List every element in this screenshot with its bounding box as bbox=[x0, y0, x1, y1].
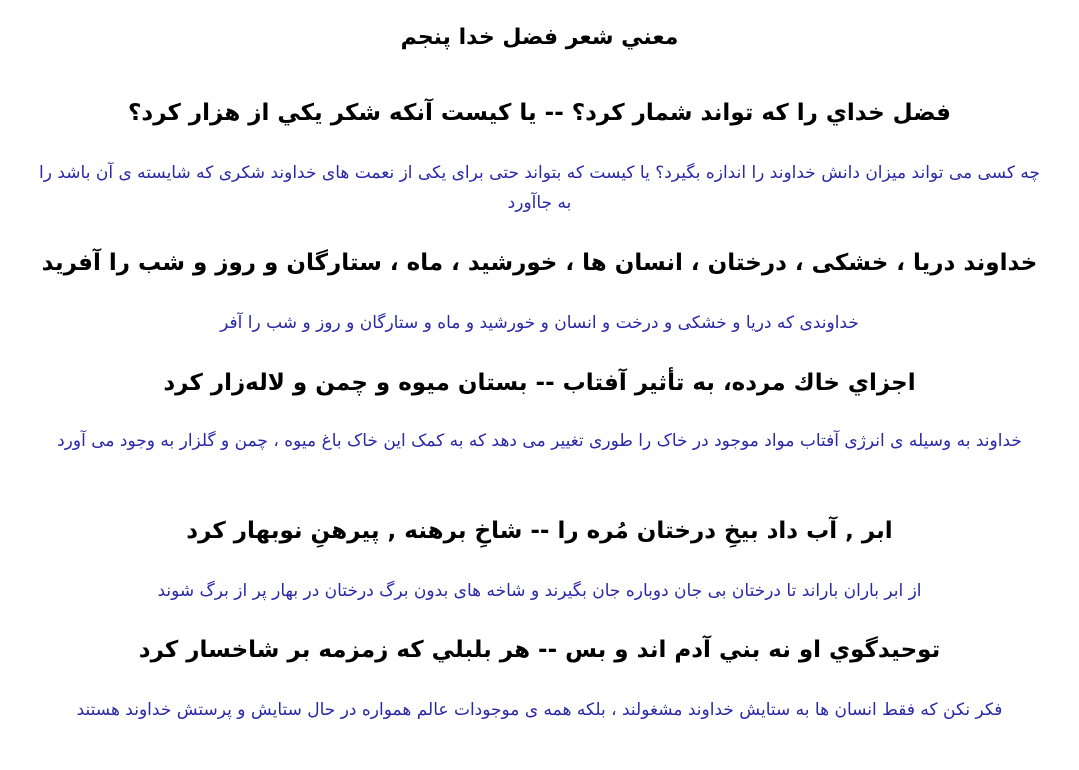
verse-meaning-5: فکر نکن که فقط انسان ها به ستایش خداوند مشغولند ، بلکه همه ی موجودات عالم همواره در حال ستایش و پرستش خداوند هستند bbox=[76, 700, 1003, 720]
verse-line-3: اجزاي خاك مرده، به تأثير آفتاب -- بستان ميوه و چمن و لاله‌زار كرد bbox=[163, 370, 916, 396]
verse-line-2: خداوند دریا ، خشکی ، درختان ، انسان ها ، خورشید ، ماه ، ستارگان و روز و شب را آفرید bbox=[41, 250, 1038, 276]
verse-line-1: فضل خداي را كه تواند شمار كرد؟ -- يا كيست آنكه شكر يكي از هزار كرد؟ bbox=[128, 100, 951, 126]
verse-meaning-4: از ابر باران باراند تا درختان بی جان دوباره جان بگیرند و شاخه های بدون برگ درختان در بهار پر از برگ شوند bbox=[157, 581, 922, 601]
page-title: معني شعر فضل خدا پنجم bbox=[400, 25, 679, 50]
verse-line-5: توحيدگوي او نه بني آدم اند و بس -- هر بلبلي كه زمزمه بر شاخسار كرد bbox=[138, 637, 941, 663]
verse-meaning-2: خداوندی که دریا و خشکی و درخت و انسان و خورشید و ماه و ستارگان و روز و شب را آفر bbox=[220, 313, 859, 333]
verse-meaning-1: چه کسی می تواند میزان دانش خداوند را اندازه بگیرد؟ یا کیست که بتواند حتی برای یکی از نعمت های خداوند شکری که شایسته ی آن باشد را به جاآورد bbox=[39, 163, 1040, 213]
verse-meaning-3: خداوند به وسیله ی انرژی آفتاب مواد موجود در خاک را طوری تغییر می دهد که به کمک این خاک باغ میوه ، چمن و گلزار به وجود می آورد bbox=[57, 431, 1022, 451]
verse-line-4: ابر , آب داد بیخِ درختان مُره را -- شاخِ برهنه , پیرهنِ نوبهار کرد bbox=[186, 518, 893, 544]
